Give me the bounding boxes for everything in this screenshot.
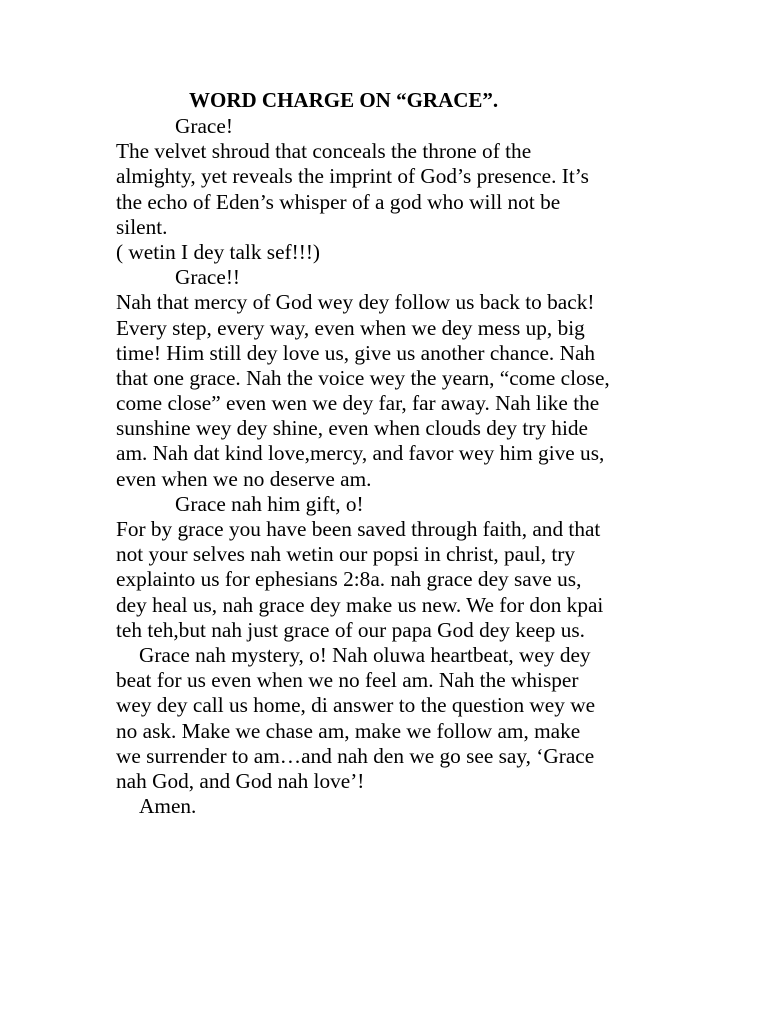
text-line: am. Nah dat kind love,mercy, and favor wey him give us, [116, 441, 605, 466]
text-line: no ask. Make we chase am, make we follow am, make [116, 718, 581, 743]
text-line: Amen. [139, 794, 197, 819]
text-line: dey heal us, nah grace dey make us new. We for don kpai [116, 592, 604, 617]
document-title: WORD CHARGE ON “GRACE”. [189, 88, 499, 112]
text-line: beat for us even when we no feel am. Nah the whisper [116, 668, 579, 693]
text-line: we surrender to am…and nah den we go see say, ‘Grace [116, 743, 595, 768]
text-line: Grace! [175, 114, 233, 138]
text-line: silent. [116, 214, 168, 239]
text-line: Grace!! [175, 265, 241, 290]
text-line: even when we no deserve am. [116, 466, 372, 491]
text-line: Grace nah him gift, o! [175, 491, 364, 516]
text-line: The velvet shroud that conceals the throne of the [116, 139, 532, 164]
text-line: the echo of Eden’s whisper of a god who will not be [116, 189, 561, 214]
text-line: Grace nah mystery, o! Nah oluwa heartbeat, wey dey [139, 642, 591, 667]
document-body [116, 114, 676, 819]
text-line: almighty, yet reveals the imprint of God’s presence. It’s [116, 164, 589, 189]
text-line: Every step, every way, even when we dey mess up, big [116, 315, 585, 340]
text-line: nah God, and God nah love’! [116, 768, 365, 793]
text-line: For by grace you have been saved through faith, and that [116, 517, 601, 541]
text-line: time! Him still dey love us, give us another chance. Nah [116, 340, 596, 365]
text-line: not your selves nah wetin our popsi in christ, paul, try [116, 542, 575, 567]
text-line: that one grace. Nah the voice wey the yearn, “come close, [116, 365, 610, 390]
text-line: explainto us for ephesians 2:8a. nah grace dey save us, [116, 567, 582, 592]
text-line: wey dey call us home, di answer to the question wey we [116, 693, 596, 718]
text-line: sunshine wey dey shine, even when clouds dey try hide [116, 416, 588, 441]
text-line: ( wetin I dey talk sef!!!) [116, 239, 321, 264]
text-line: come close” even wen we dey far, far away. Nah like the [116, 391, 600, 416]
text-line: teh teh,but nah just grace of our papa God dey keep us. [116, 617, 585, 642]
text-line: Nah that mercy of God wey dey follow us back to back! [116, 290, 595, 315]
